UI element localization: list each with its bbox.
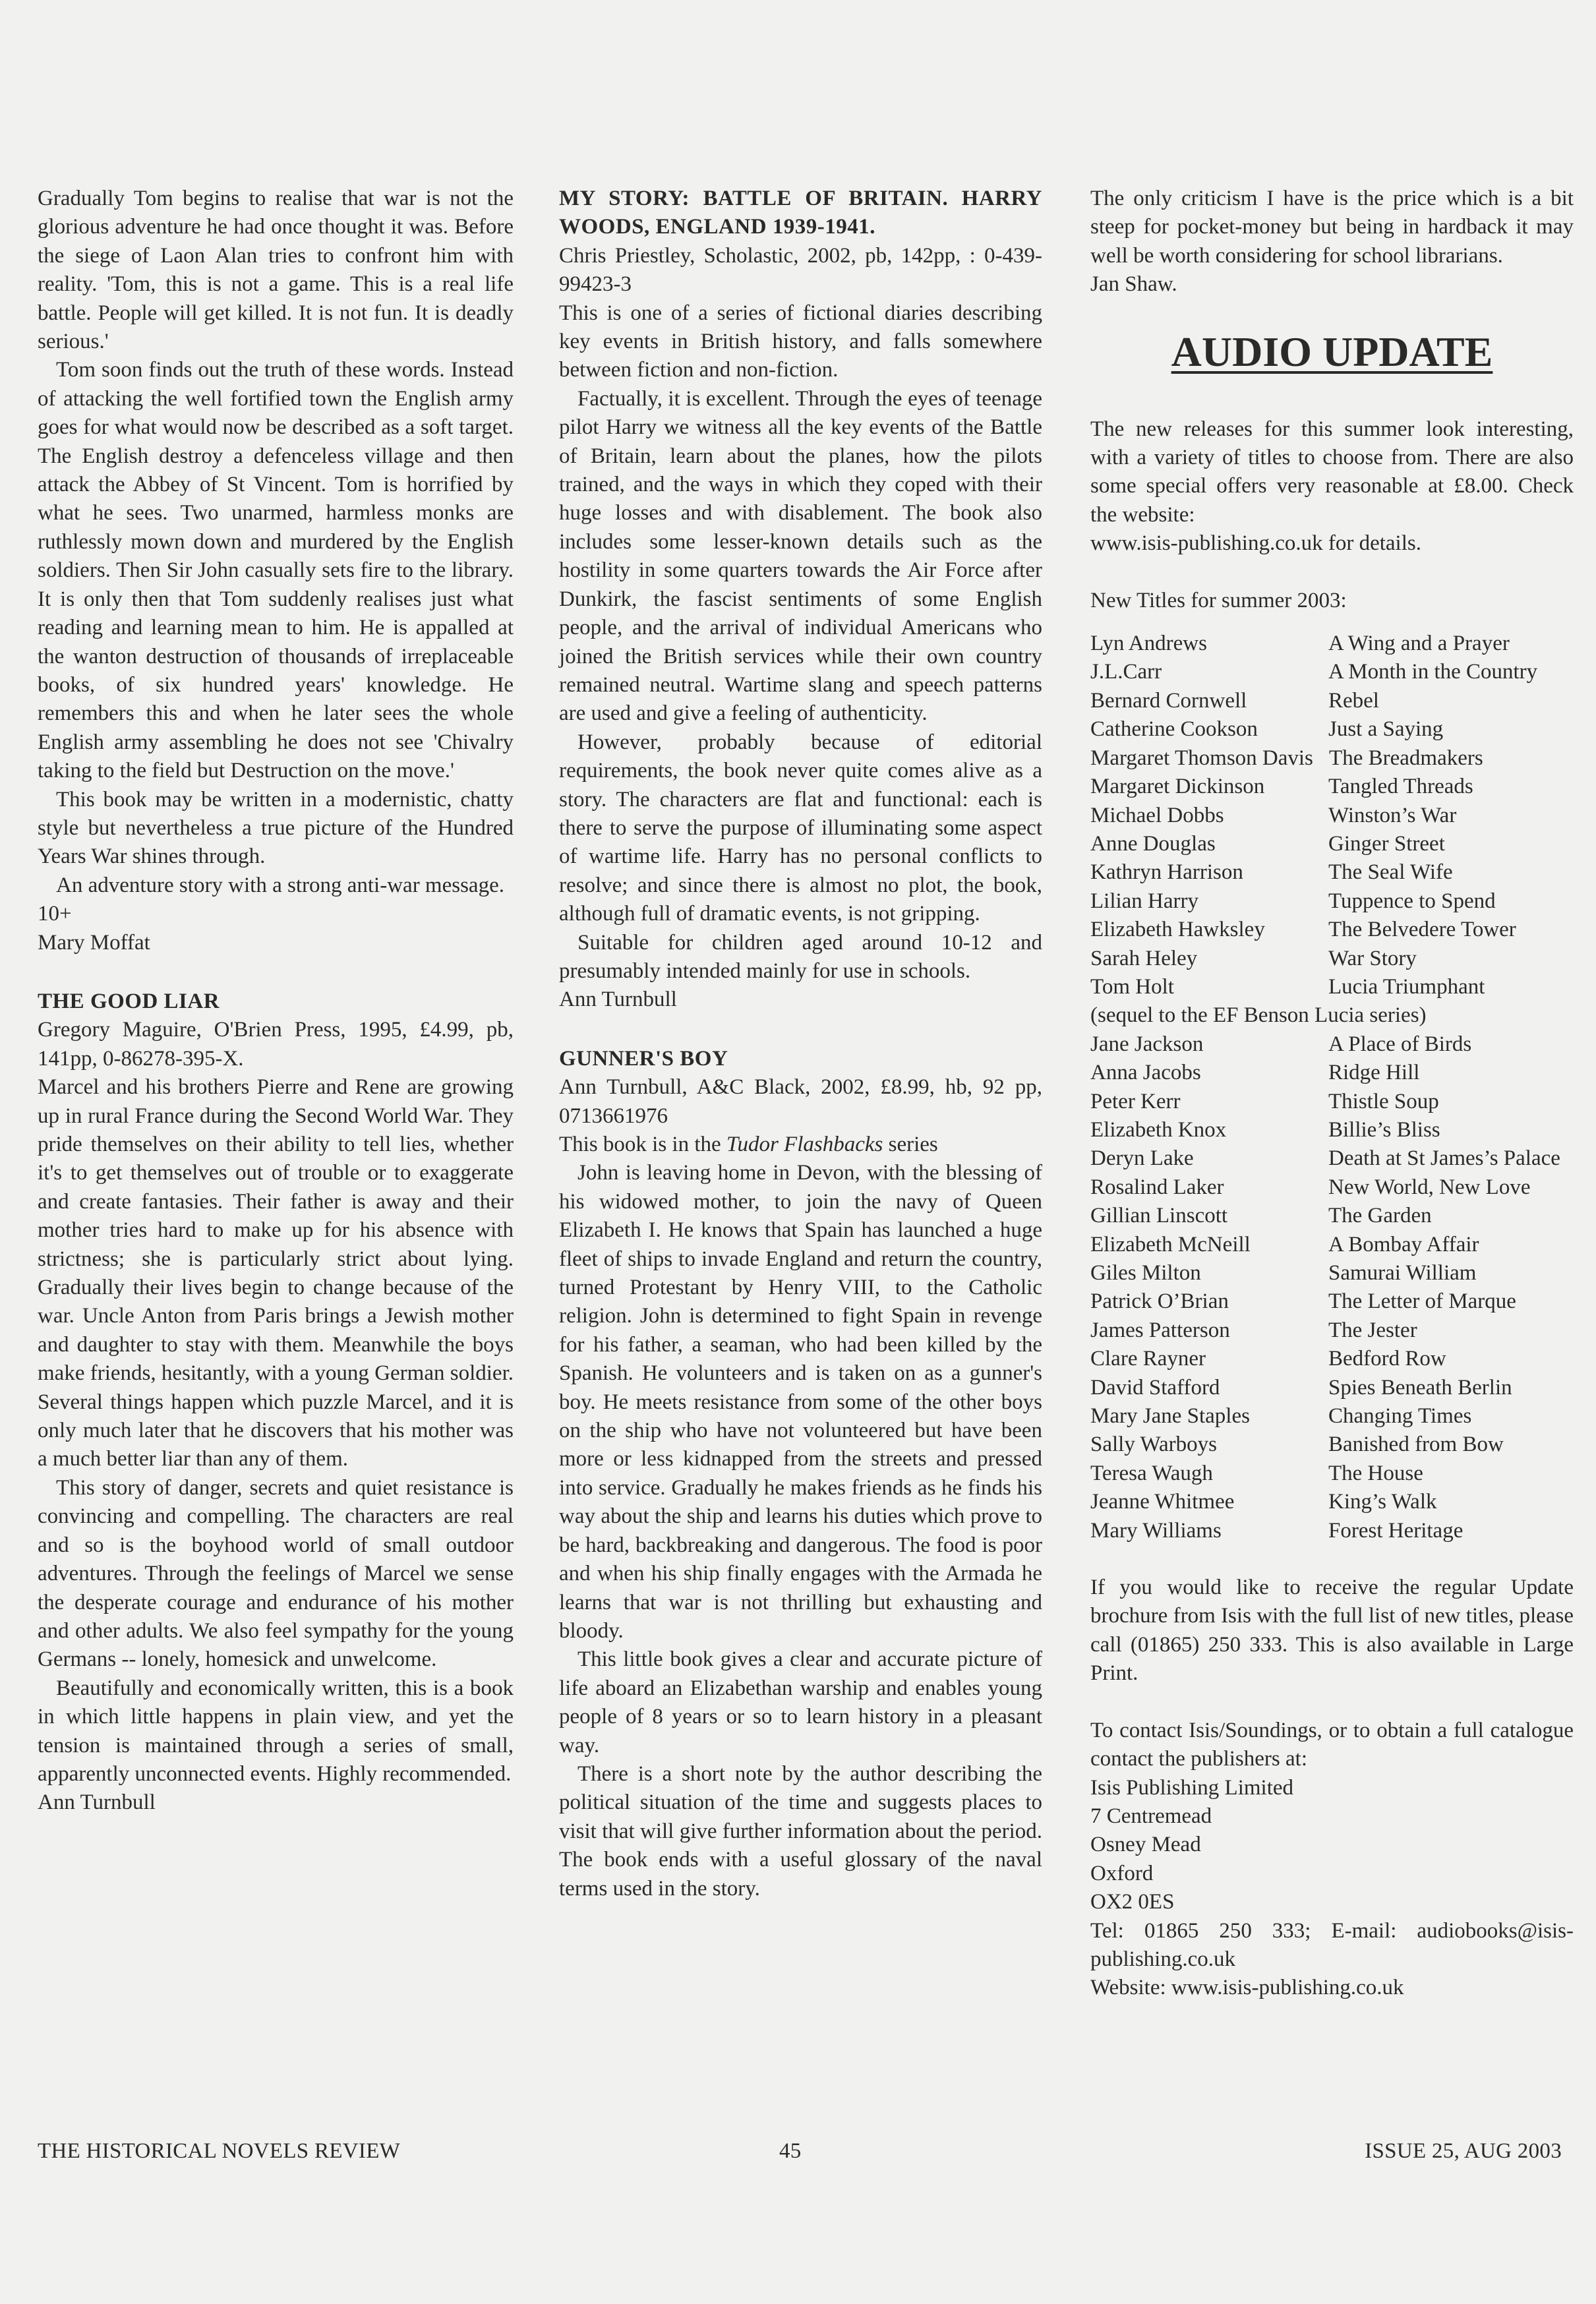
book-details: Gregory Maguire, O'Brien Press, 1995, £4.99, pb, 141pp, 0-86278-395-X.: [38, 1018, 514, 1071]
title-name: A Bombay Affair: [1328, 1232, 1479, 1256]
address-line: OX2 0ES: [1090, 1890, 1175, 1914]
review-paragraph: The only criticism I have is the price which is a bit steep for pocket-money but being in hardback it may well be worth considering for school librarians.: [1090, 187, 1574, 268]
title-row: [1090, 1173, 1574, 1202]
title-row: [1090, 1460, 1574, 1488]
title-author: Tom Holt: [1090, 974, 1174, 999]
age-rating: 10+: [38, 902, 72, 926]
review-paragraph: This book may be written in a modernistic, chatty style but nevertheless a true picture of the Hundred Years War shines through.: [38, 787, 514, 869]
address-line: 7 Centremead: [1090, 1804, 1212, 1828]
title-name: Ridge Hill: [1328, 1061, 1420, 1085]
address-line: Osney Mead: [1090, 1833, 1201, 1857]
page-number: 45: [779, 2139, 802, 2163]
title-author: Jane Jackson: [1090, 1032, 1204, 1056]
title-name: Tuppence to Spend: [1328, 889, 1496, 913]
title-author: Lyn Andrews: [1090, 632, 1207, 656]
title-row: [1090, 1231, 1574, 1259]
title-author: James Patterson: [1090, 1318, 1230, 1342]
title-row: [1090, 1402, 1574, 1431]
title-name: The House: [1328, 1461, 1423, 1485]
title-name: New World, New Love: [1328, 1175, 1531, 1199]
title-author: Peter Kerr: [1090, 1089, 1181, 1113]
title-row-text: Margaret Thomson Davis The Breadmakers: [1090, 746, 1483, 770]
title-row: [1090, 830, 1574, 858]
title-row: [1090, 658, 1574, 686]
title-row-text: (sequel to the EF Benson Lucia series): [1090, 1003, 1427, 1028]
title-row: [1090, 1088, 1574, 1116]
review-paragraph: This story of danger, secrets and quiet resistance is convincing and compelling. The characters are real and so is the boyhood world of small outdoor adventures. Through the feelings of Marcel we sense the desperate courage and endurance of his mother and other adults. We also feel sympathy for the young Germans -- lonely, homesick and unwelcome.: [38, 1475, 514, 1672]
new-titles-label: New Titles for summer 2003:: [1090, 588, 1347, 612]
title-author: Patrick O’Brian: [1090, 1289, 1229, 1314]
review-paragraph: This little book gives a clear and accurate picture of life aboard an Elizabethan warship and enables young people of 8 years or so to learn history in a pleasant way.: [559, 1647, 1042, 1758]
intro-paragraph: The new releases for this summer look interesting, with a variety of titles to choose from. There are also some special offers very reasonable at £8.00. Check the website:: [1090, 417, 1574, 527]
title-name: Billie’s Bliss: [1328, 1117, 1440, 1142]
title-row: [1090, 973, 1574, 1001]
title-name: Banished from Bow: [1328, 1433, 1504, 1457]
review-paragraph: Factually, it is excellent. Through the eyes of teenage pilot Harry we witness all the key events of the Battle of Britain, learn about the planes, how the pilots trained, and the ways in which they coped with their huge losses and with disablement. The book also includes some lesser-known details such as the hostility in some quarters towards the Air Force after Dunkirk, the fascist sentiments of some English people, and the arrival of individual Americans who joined the British services while their own country remained neutral. Wartime slang and speech patterns are used and give a feeling of authenticity.: [559, 386, 1042, 726]
address-line: Oxford: [1090, 1861, 1154, 1885]
title-row: [1090, 1287, 1574, 1316]
review-paragraph: Tom soon finds out the truth of these words. Instead of attacking the well fortified town the English army goes for what would now be described as a soft target. The English destroy a defenceless village and then attack the Abbey of St Vincent. Tom is horrified by what he sees. Two unarmed, harmless monks are ruthlessly mown down and murdered by the English soldiers. Then Sir John casually sets fire to the library. It is only then that Tom suddenly realises just what reading and learning mean to him. He is appalled at the wanton destruction of thousands of irreplaceable books, of six hundred years' knowledge. He remembers this and when he later sees the whole English army assembling he does not see 'Chivalry taking to the field but Destruction on the move.': [38, 358, 514, 783]
series-note: [559, 1131, 1042, 1159]
contact-paragraph: To contact Isis/Soundings, or to obtain a full catalogue contact the publishers at:: [1090, 1718, 1574, 1771]
title-author: Teresa Waugh: [1090, 1461, 1213, 1485]
title-author: Jeanne Whitmee: [1090, 1490, 1235, 1514]
title-name: War Story: [1328, 946, 1417, 970]
column-2: [559, 185, 1042, 1903]
title-name: Changing Times: [1328, 1404, 1472, 1429]
review-paragraph: Gradually Tom begins to realise that war is not the glorious adventure he had once thought it was. Before the siege of Laon Alan tries to confront him with reality. 'Tom, this is not a game. This is a real life battle. People will get killed. It is not fun. It is deadly serious.': [38, 187, 514, 354]
title-row: [1090, 1001, 1574, 1030]
review-paragraph: However, probably because of editorial requirements, the book never quite comes alive as a story. The characters are flat and functional: each is there to serve the purpose of illuminating some aspect of wartime life. Harry has no personal conflicts to resolve; and since there is almost no plot, the book, although full of dramatic events, is not gripping.: [559, 730, 1042, 926]
column-1: [38, 185, 514, 1817]
title-row: [1090, 1059, 1574, 1087]
title-author: Elizabeth Hawksley: [1090, 918, 1265, 942]
title-name: Samurai William: [1328, 1261, 1477, 1285]
review-paragraph: There is a short note by the author describing the political situation of the time and suggests places to visit that will give further information about the period. The book ends with a useful glossary of the naval terms used in the story.: [559, 1761, 1042, 1901]
title-name: A Place of Birds: [1328, 1032, 1472, 1056]
title-author: Giles Milton: [1090, 1261, 1201, 1285]
reviewer-name: Jan Shaw.: [1090, 272, 1177, 297]
title-author: Gillian Linscott: [1090, 1204, 1228, 1228]
title-author: Sarah Heley: [1090, 946, 1198, 970]
series-note-prefix: This book is in the: [559, 1133, 726, 1156]
title-author: Mary Jane Staples: [1090, 1404, 1250, 1429]
title-author: Kathryn Harrison: [1090, 860, 1243, 885]
title-name: A Wing and a Prayer: [1328, 632, 1510, 656]
title-row: [1090, 945, 1574, 973]
info-paragraph: If you would like to receive the regular Update brochure from Isis with the full list of new titles, please call (01865) 250 333. This is also available in Large Print.: [1090, 1576, 1574, 1686]
review-paragraph: This is one of a series of fictional diaries describing key events in British history, and falls somewhere between fiction and non-fiction.: [559, 301, 1042, 382]
title-name: Rebel: [1328, 688, 1379, 713]
title-list: [1090, 630, 1574, 1545]
review-paragraph: Marcel and his brothers Pierre and Rene are growing up in rural France during the Second World War. They pride themselves on their ability to tell lies, whether it's to get themselves out of trouble or to exaggerate and create fantasies. Their father is away and their mother tries hard to make up for his absence with strictness; she is particularly strict about lying. Gradually their lives begin to change because of the war. Uncle Anton from Paris brings a Jewish mother and daughter to stay with them. Meanwhile the boys make friends, hesitantly, with a young German soldier. Several things happen which puzzle Marcel, and it is only much later that he discovers that his mother was a much better liar than any of them.: [38, 1075, 514, 1471]
title-name: Winston’s War: [1328, 803, 1457, 827]
title-row: [1090, 773, 1574, 801]
title-author: David Stafford: [1090, 1375, 1220, 1400]
series-name: Tudor Flashbacks: [726, 1133, 883, 1156]
review-paragraph: An adventure story with a strong anti-war message.: [56, 873, 504, 897]
footer-publication: THE HISTORICAL NOVELS REVIEW: [38, 2139, 401, 2163]
title-author: Rosalind Laker: [1090, 1175, 1224, 1199]
title-row: [1090, 687, 1574, 715]
footer-issue: ISSUE 25, AUG 2003: [1365, 2139, 1562, 2163]
reviewer-name: Ann Turnbull: [559, 988, 677, 1012]
column-3: [1090, 185, 1574, 2003]
title-row: [1090, 802, 1574, 830]
title-name: Death at St James’s Palace: [1328, 1146, 1560, 1171]
title-author: Catherine Cookson: [1090, 717, 1258, 742]
book-details: Chris Priestley, Scholastic, 2002, pb, 142pp, : 0-439-99423-3: [559, 243, 1042, 297]
title-row: [1090, 1374, 1574, 1402]
title-name: Tangled Threads: [1328, 775, 1473, 799]
title-row: [1090, 1030, 1574, 1059]
website-line: www.isis-publishing.co.uk for details.: [1090, 531, 1421, 556]
reviewer-name: Ann Turnbull: [38, 1790, 156, 1815]
address-line: Isis Publishing Limited: [1090, 1775, 1294, 1800]
title-author: Anna Jacobs: [1090, 1061, 1201, 1085]
review-paragraph: Beautifully and economically written, this is a book in which little happens in plain view, and yet the tension is maintained through a series of small, apparently unconnected events. Highly recommended.: [38, 1676, 514, 1786]
title-author: Sally Warboys: [1090, 1433, 1217, 1457]
title-name: Just a Saying: [1328, 717, 1444, 742]
title-name: Bedford Row: [1328, 1347, 1446, 1371]
title-row: [1090, 1488, 1574, 1516]
title-author: Mary Williams: [1090, 1518, 1222, 1543]
website-link: Website: www.isis-publishing.co.uk: [1090, 1976, 1404, 2000]
title-author: Bernard Cornwell: [1090, 688, 1247, 713]
title-name: A Month in the Country: [1328, 660, 1538, 684]
title-author: Michael Dobbs: [1090, 803, 1224, 827]
title-row: [1090, 744, 1574, 773]
title-row: [1090, 715, 1574, 744]
title-name: Spies Beneath Berlin: [1328, 1375, 1512, 1400]
title-row: [1090, 1345, 1574, 1373]
title-row: [1090, 1517, 1574, 1545]
title-name: Ginger Street: [1328, 831, 1445, 856]
book-title: MY STORY: BATTLE OF BRITAIN. HARRY WOODS, ENGLAND 1939-1941.: [559, 187, 1042, 239]
title-row: [1090, 1431, 1574, 1459]
title-author: Margaret Dickinson: [1090, 775, 1265, 799]
series-note-suffix: series: [883, 1133, 938, 1156]
title-row: [1090, 858, 1574, 887]
title-row: [1090, 1144, 1574, 1173]
title-row: [1090, 916, 1574, 944]
title-name: The Garden: [1328, 1204, 1432, 1228]
book-title: THE GOOD LIAR: [38, 989, 220, 1013]
title-author: Anne Douglas: [1090, 831, 1216, 856]
review-paragraph: John is leaving home in Devon, with the blessing of his widowed mother, to join the navy of Queen Elizabeth I. He knows that Spain has launched a huge fleet of ships to invade England and return the country, turned Protestant by Henry VIII, to the Catholic religion. John is determined to fight Spain in revenge for his father, a seaman, who had been killed by the Spanish. He volunteers and is taken on as a gunner's boy. He meets resistance from some of the other boys on the ship who have not volunteered but have been more or less kidnapped from the streets and pressed into service. Gradually he makes friends as he finds his way about the ship and learns his duties which prove to be hard, backbreaking and dangerous. The food is poor and when his ship finally engages with the Armada he learns that war is not thrilling but exhausting and bloody.: [559, 1161, 1042, 1643]
review-paragraph: Suitable for children aged around 10-12 and presumably intended mainly for use in schools.: [559, 930, 1042, 983]
title-row: [1090, 1259, 1574, 1287]
title-row: [1090, 630, 1574, 658]
title-author: Elizabeth McNeill: [1090, 1232, 1251, 1256]
title-name: King’s Walk: [1328, 1490, 1437, 1514]
book-details: Ann Turnbull, A&C Black, 2002, £8.99, hb, 92 pp, 0713661976: [559, 1075, 1042, 1128]
title-author: Clare Rayner: [1090, 1347, 1206, 1371]
contact-details: Tel: 01865 250 333; E-mail: audiobooks@isis-publishing.co.uk: [1090, 1918, 1574, 1971]
section-heading: AUDIO UPDATE: [1171, 328, 1493, 375]
title-name: The Jester: [1328, 1318, 1417, 1342]
title-name: The Belvedere Tower: [1328, 918, 1516, 942]
title-name: Thistle Soup: [1328, 1089, 1439, 1113]
title-row: [1090, 1316, 1574, 1345]
reviewer-name: Mary Moffat: [38, 930, 150, 955]
title-row: [1090, 1116, 1574, 1144]
title-name: The Seal Wife: [1328, 860, 1453, 885]
title-row: [1090, 1202, 1574, 1230]
title-name: Lucia Triumphant: [1328, 974, 1485, 999]
title-author: Elizabeth Knox: [1090, 1117, 1227, 1142]
title-name: Forest Heritage: [1328, 1518, 1463, 1543]
title-author: Deryn Lake: [1090, 1146, 1194, 1171]
book-title: GUNNER'S BOY: [559, 1046, 728, 1071]
title-author: J.L.Carr: [1090, 660, 1162, 684]
title-row: [1090, 887, 1574, 916]
title-author: Lilian Harry: [1090, 889, 1199, 913]
title-name: The Letter of Marque: [1328, 1289, 1516, 1314]
